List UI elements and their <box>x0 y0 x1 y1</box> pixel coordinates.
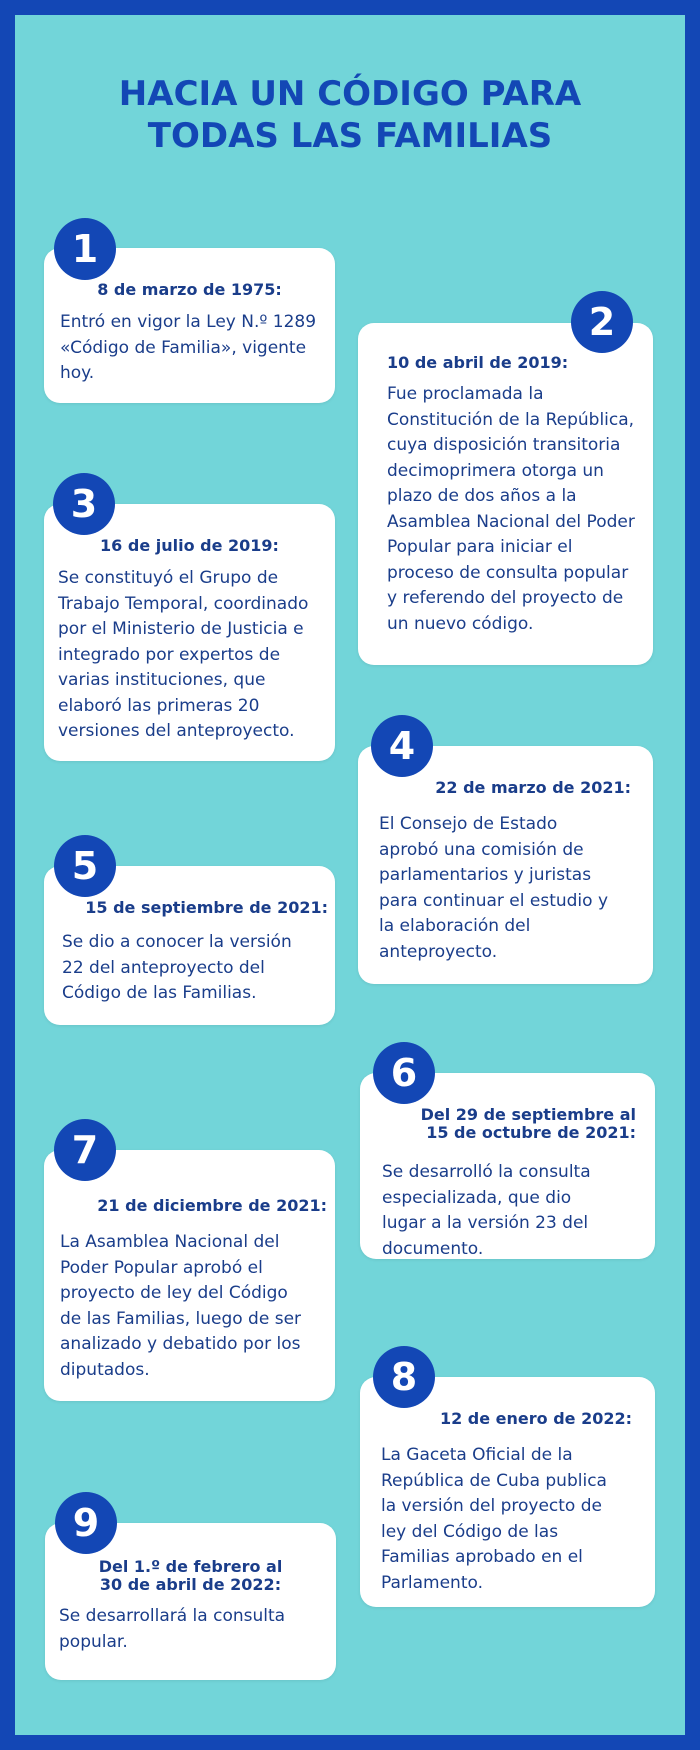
page-title <box>15 73 685 157</box>
title-line-2: TODAS LAS FAMILIAS <box>147 116 553 156</box>
milestone-date-6 <box>360 1106 636 1142</box>
milestone-date-9 <box>45 1558 336 1594</box>
milestone-date-9-line-1: Del 1.º de febrero al <box>98 1557 283 1576</box>
milestone-number-2: 2 <box>571 291 633 353</box>
milestone-text-1: Entró en vigor la Ley N.º 1289 «Código de Familia», vigente hoy. <box>60 312 317 383</box>
milestone-date-6-line-2: 15 de octubre de 2021: <box>426 1123 636 1142</box>
milestone-date-7: 21 de diciembre de 2021: <box>97 1196 327 1215</box>
milestone-date-1: 8 de marzo de 1975: <box>97 280 282 299</box>
milestone-number-3: 3 <box>53 473 115 535</box>
milestone-text-9: Se desarrollará la consulta popular. <box>59 1606 286 1652</box>
milestone-number-8: 8 <box>373 1346 435 1408</box>
milestone-date-2: 10 de abril de 2019: <box>387 353 569 372</box>
milestone-text-7: La Asamblea Nacional del Poder Popular aprobó el proyecto de ley del Código de las Familias, luego de ser analizado y debatido por los diputados. <box>60 1232 302 1380</box>
milestone-number-1: 1 <box>54 218 116 280</box>
milestone-number-9: 9 <box>55 1492 117 1554</box>
title-line-1: HACIA UN CÓDIGO PARA <box>118 74 582 114</box>
milestone-date-5: 15 de septiembre de 2021: <box>85 898 328 917</box>
milestone-number-7: 7 <box>54 1119 116 1181</box>
milestone-date-4: 22 de marzo de 2021: <box>435 778 631 797</box>
milestone-text-4: El Consejo de Estado aprobó una comisión de parlamentarios y juristas para continuar el estudio y la elaboración del anteproyecto. <box>379 814 609 962</box>
infographic-background <box>15 15 685 1735</box>
milestone-number-5: 5 <box>54 835 116 897</box>
milestone-text-6: Se desarrolló la consulta especializada, que dio lugar a la versión 23 del documento. <box>382 1162 591 1259</box>
milestone-date-8: 12 de enero de 2022: <box>439 1409 632 1428</box>
milestone-text-8: La Gaceta Oficial de la República de Cuba publica la versión del proyecto de ley del Código de las Familias aprobado en el Parlamento. <box>381 1445 607 1593</box>
milestone-date-9-line-2: 30 de abril de 2022: <box>99 1575 282 1594</box>
milestone-text-5: Se dio a conocer la versión 22 del anteproyecto del Código de las Familias. <box>62 932 292 1003</box>
milestone-date-3: 16 de julio de 2019: <box>100 536 279 555</box>
milestone-text-2: Fue proclamada la Constitución de la República, cuya disposición transitoria decimoprimera otorga un plazo de dos años a la Asamblea Nacional del Poder Popular para iniciar el proceso de consulta popular y referendo del proyecto de un nuevo código. <box>387 384 635 634</box>
milestone-number-4: 4 <box>371 715 433 777</box>
milestone-number-6: 6 <box>373 1042 435 1104</box>
milestone-text-3: Se constituyó el Grupo de Trabajo Temporal, coordinado por el Ministerio de Justicia e integrado por expertos de varias instituciones, que elaboró las primeras 20 versiones del anteproyecto. <box>58 568 309 741</box>
milestone-date-6-line-1: Del 29 de septiembre al <box>420 1105 636 1124</box>
